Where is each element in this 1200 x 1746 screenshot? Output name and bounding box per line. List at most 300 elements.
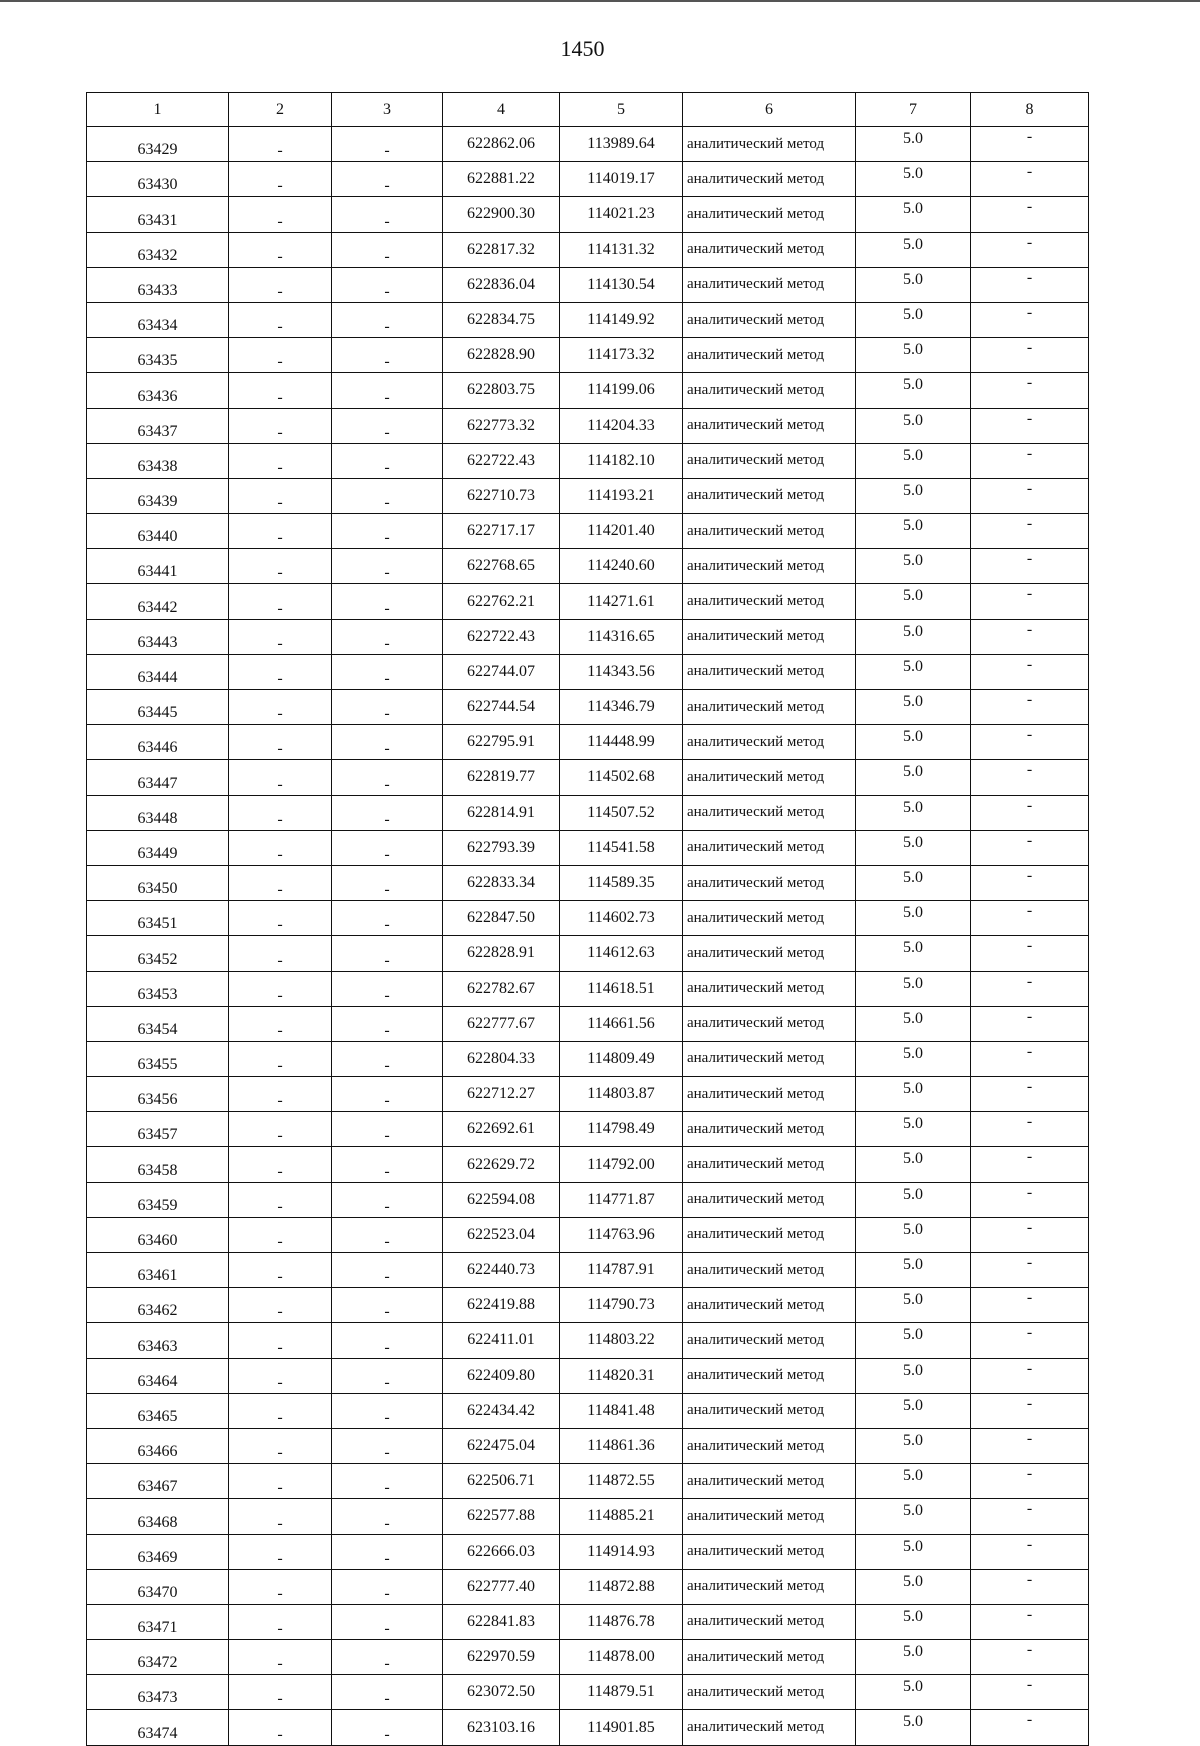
y-coordinate-cell: 114021.23 [560,197,683,232]
col8-cell: - [971,584,1089,619]
col2-cell: - [229,1041,332,1076]
y-coordinate-cell: 114803.22 [560,1323,683,1358]
table-row [87,549,1089,584]
point-number-cell: 63453 [87,971,229,1006]
table-row [87,514,1089,549]
table-row [87,619,1089,654]
table-row [87,408,1089,443]
x-coordinate-cell: 622828.91 [443,936,560,971]
col2-cell: - [229,619,332,654]
y-coordinate-cell: 114803.87 [560,1077,683,1112]
x-coordinate-cell: 622712.27 [443,1077,560,1112]
table-row [87,760,1089,795]
accuracy-cell: 5.0 [856,1077,971,1112]
col2-cell: - [229,1534,332,1569]
accuracy-cell: 5.0 [856,1253,971,1288]
col8-cell: - [971,1675,1089,1710]
col3-cell: - [332,514,443,549]
col2-cell: - [229,1323,332,1358]
col2-cell: - [229,760,332,795]
col3-cell: - [332,1217,443,1252]
col3-cell: - [332,795,443,830]
y-coordinate-cell: 114841.48 [560,1393,683,1428]
point-number-cell: 63438 [87,443,229,478]
table-row [87,267,1089,302]
x-coordinate-cell: 622841.83 [443,1604,560,1639]
col3-cell: - [332,1358,443,1393]
point-number-cell: 63435 [87,338,229,373]
col8-cell: - [971,478,1089,513]
accuracy-cell: 5.0 [856,373,971,408]
col3-cell: - [332,127,443,162]
table-row [87,197,1089,232]
point-number-cell: 63441 [87,549,229,584]
col2-cell: - [229,302,332,337]
column-header: 6 [683,93,856,127]
column-header: 4 [443,93,560,127]
point-number-cell: 63431 [87,197,229,232]
x-coordinate-cell: 622475.04 [443,1428,560,1463]
table-row [87,584,1089,619]
col8-cell: - [971,901,1089,936]
x-coordinate-cell: 622629.72 [443,1147,560,1182]
col2-cell: - [229,162,332,197]
col8-cell: - [971,1640,1089,1675]
y-coordinate-cell: 114240.60 [560,549,683,584]
col3-cell: - [332,830,443,865]
col3-cell: - [332,1182,443,1217]
column-header: 2 [229,93,332,127]
point-number-cell: 63456 [87,1077,229,1112]
col3-cell: - [332,865,443,900]
method-cell: аналитический метод [683,1077,856,1112]
col8-cell: - [971,1323,1089,1358]
table-row [87,443,1089,478]
y-coordinate-cell: 114589.35 [560,865,683,900]
accuracy-cell: 5.0 [856,443,971,478]
point-number-cell: 63458 [87,1147,229,1182]
method-cell: аналитический метод [683,302,856,337]
accuracy-cell: 5.0 [856,584,971,619]
point-number-cell: 63439 [87,478,229,513]
col3-cell: - [332,1253,443,1288]
table-row [87,1464,1089,1499]
method-cell: аналитический метод [683,373,856,408]
method-cell: аналитический метод [683,1604,856,1639]
point-number-cell: 63445 [87,690,229,725]
col3-cell: - [332,760,443,795]
accuracy-cell: 5.0 [856,1604,971,1639]
method-cell: аналитический метод [683,1112,856,1147]
col2-cell: - [229,690,332,725]
point-number-cell: 63437 [87,408,229,443]
method-cell: аналитический метод [683,408,856,443]
col2-cell: - [229,1112,332,1147]
method-cell: аналитический метод [683,1428,856,1463]
col3-cell: - [332,1569,443,1604]
accuracy-cell: 5.0 [856,1147,971,1182]
method-cell: аналитический метод [683,795,856,830]
x-coordinate-cell: 622782.67 [443,971,560,1006]
y-coordinate-cell: 114876.78 [560,1604,683,1639]
y-coordinate-cell: 114448.99 [560,725,683,760]
x-coordinate-cell: 622833.34 [443,865,560,900]
point-number-cell: 63452 [87,936,229,971]
table-row [87,971,1089,1006]
accuracy-cell: 5.0 [856,795,971,830]
col8-cell: - [971,1393,1089,1428]
col8-cell: - [971,1041,1089,1076]
accuracy-cell: 5.0 [856,1041,971,1076]
x-coordinate-cell: 622744.54 [443,690,560,725]
col2-cell: - [229,1569,332,1604]
point-number-cell: 63469 [87,1534,229,1569]
method-cell: аналитический метод [683,1569,856,1604]
col8-cell: - [971,408,1089,443]
col8-cell: - [971,690,1089,725]
col8-cell: - [971,971,1089,1006]
point-number-cell: 63446 [87,725,229,760]
accuracy-cell: 5.0 [856,830,971,865]
y-coordinate-cell: 114343.56 [560,654,683,689]
y-coordinate-cell: 114661.56 [560,1006,683,1041]
y-coordinate-cell: 114914.93 [560,1534,683,1569]
x-coordinate-cell: 622828.90 [443,338,560,373]
table-row [87,1358,1089,1393]
table-row [87,1710,1089,1745]
y-coordinate-cell: 113989.64 [560,127,683,162]
column-header: 7 [856,93,971,127]
col2-cell: - [229,1288,332,1323]
table-row [87,1393,1089,1428]
col3-cell: - [332,1534,443,1569]
col2-cell: - [229,830,332,865]
table-row [87,373,1089,408]
y-coordinate-cell: 114182.10 [560,443,683,478]
table-row [87,232,1089,267]
x-coordinate-cell: 622710.73 [443,478,560,513]
point-number-cell: 63462 [87,1288,229,1323]
col8-cell: - [971,197,1089,232]
y-coordinate-cell: 114130.54 [560,267,683,302]
col3-cell: - [332,232,443,267]
accuracy-cell: 5.0 [856,514,971,549]
col3-cell: - [332,1499,443,1534]
col3-cell: - [332,619,443,654]
y-coordinate-cell: 114019.17 [560,162,683,197]
column-header: 5 [560,93,683,127]
x-coordinate-cell: 622804.33 [443,1041,560,1076]
x-coordinate-cell: 622847.50 [443,901,560,936]
y-coordinate-cell: 114149.92 [560,302,683,337]
table-row [87,1217,1089,1252]
x-coordinate-cell: 622409.80 [443,1358,560,1393]
y-coordinate-cell: 114193.21 [560,478,683,513]
x-coordinate-cell: 622836.04 [443,267,560,302]
method-cell: аналитический метод [683,690,856,725]
point-number-cell: 63442 [87,584,229,619]
col8-cell: - [971,619,1089,654]
col3-cell: - [332,443,443,478]
table-row [87,1112,1089,1147]
col2-cell: - [229,1253,332,1288]
x-coordinate-cell: 622817.32 [443,232,560,267]
col2-cell: - [229,1182,332,1217]
y-coordinate-cell: 114502.68 [560,760,683,795]
table-row [87,1569,1089,1604]
method-cell: аналитический метод [683,1182,856,1217]
table-row [87,901,1089,936]
col8-cell: - [971,1077,1089,1112]
col3-cell: - [332,654,443,689]
point-number-cell: 63432 [87,232,229,267]
col8-cell: - [971,1253,1089,1288]
accuracy-cell: 5.0 [856,1569,971,1604]
x-coordinate-cell: 623103.16 [443,1710,560,1745]
point-number-cell: 63449 [87,830,229,865]
table-row [87,338,1089,373]
col8-cell: - [971,127,1089,162]
col8-cell: - [971,795,1089,830]
method-cell: аналитический метод [683,1358,856,1393]
col2-cell: - [229,267,332,302]
col2-cell: - [229,1077,332,1112]
x-coordinate-cell: 622819.77 [443,760,560,795]
y-coordinate-cell: 114798.49 [560,1112,683,1147]
col8-cell: - [971,1358,1089,1393]
col2-cell: - [229,865,332,900]
accuracy-cell: 5.0 [856,408,971,443]
method-cell: аналитический метод [683,1006,856,1041]
method-cell: аналитический метод [683,443,856,478]
accuracy-cell: 5.0 [856,1006,971,1041]
table-row [87,865,1089,900]
x-coordinate-cell: 622411.01 [443,1323,560,1358]
table-row [87,1428,1089,1463]
accuracy-cell: 5.0 [856,1288,971,1323]
accuracy-cell: 5.0 [856,725,971,760]
accuracy-cell: 5.0 [856,232,971,267]
y-coordinate-cell: 114541.58 [560,830,683,865]
accuracy-cell: 5.0 [856,971,971,1006]
table-row [87,1534,1089,1569]
table-row [87,1041,1089,1076]
col3-cell: - [332,901,443,936]
point-number-cell: 63468 [87,1499,229,1534]
col8-cell: - [971,1499,1089,1534]
x-coordinate-cell: 622762.21 [443,584,560,619]
method-cell: аналитический метод [683,1710,856,1745]
accuracy-cell: 5.0 [856,1323,971,1358]
col2-cell: - [229,1675,332,1710]
y-coordinate-cell: 114787.91 [560,1253,683,1288]
accuracy-cell: 5.0 [856,1499,971,1534]
x-coordinate-cell: 622594.08 [443,1182,560,1217]
col3-cell: - [332,1464,443,1499]
accuracy-cell: 5.0 [856,478,971,513]
col8-cell: - [971,725,1089,760]
col8-cell: - [971,1534,1089,1569]
accuracy-cell: 5.0 [856,338,971,373]
accuracy-cell: 5.0 [856,1428,971,1463]
col3-cell: - [332,1393,443,1428]
col3-cell: - [332,1006,443,1041]
y-coordinate-cell: 114771.87 [560,1182,683,1217]
x-coordinate-cell: 622440.73 [443,1253,560,1288]
accuracy-cell: 5.0 [856,549,971,584]
point-number-cell: 63473 [87,1675,229,1710]
col3-cell: - [332,971,443,1006]
x-coordinate-cell: 622862.06 [443,127,560,162]
col3-cell: - [332,1675,443,1710]
accuracy-cell: 5.0 [856,690,971,725]
x-coordinate-cell: 622434.42 [443,1393,560,1428]
method-cell: аналитический метод [683,1499,856,1534]
accuracy-cell: 5.0 [856,162,971,197]
method-cell: аналитический метод [683,760,856,795]
point-number-cell: 63455 [87,1041,229,1076]
y-coordinate-cell: 114901.85 [560,1710,683,1745]
point-number-cell: 63448 [87,795,229,830]
accuracy-cell: 5.0 [856,901,971,936]
x-coordinate-cell: 622795.91 [443,725,560,760]
y-coordinate-cell: 114173.32 [560,338,683,373]
col2-cell: - [229,338,332,373]
col2-cell: - [229,654,332,689]
method-cell: аналитический метод [683,1217,856,1252]
col8-cell: - [971,1428,1089,1463]
col3-cell: - [332,1147,443,1182]
col3-cell: - [332,1640,443,1675]
col2-cell: - [229,1358,332,1393]
col2-cell: - [229,1464,332,1499]
col3-cell: - [332,1041,443,1076]
x-coordinate-cell: 622768.65 [443,549,560,584]
point-number-cell: 63466 [87,1428,229,1463]
table-row [87,1182,1089,1217]
x-coordinate-cell: 622506.71 [443,1464,560,1499]
y-coordinate-cell: 114271.61 [560,584,683,619]
y-coordinate-cell: 114763.96 [560,1217,683,1252]
method-cell: аналитический метод [683,478,856,513]
col2-cell: - [229,1710,332,1745]
point-number-cell: 63430 [87,162,229,197]
col8-cell: - [971,373,1089,408]
method-cell: аналитический метод [683,338,856,373]
x-coordinate-cell: 622523.04 [443,1217,560,1252]
col8-cell: - [971,338,1089,373]
col2-cell: - [229,127,332,162]
x-coordinate-cell: 622803.75 [443,373,560,408]
col2-cell: - [229,549,332,584]
table-row [87,1288,1089,1323]
accuracy-cell: 5.0 [856,1182,971,1217]
col3-cell: - [332,197,443,232]
x-coordinate-cell: 622773.32 [443,408,560,443]
y-coordinate-cell: 114792.00 [560,1147,683,1182]
x-coordinate-cell: 622970.59 [443,1640,560,1675]
accuracy-cell: 5.0 [856,127,971,162]
method-cell: аналитический метод [683,514,856,549]
y-coordinate-cell: 114861.36 [560,1428,683,1463]
col3-cell: - [332,1288,443,1323]
x-coordinate-cell: 622814.91 [443,795,560,830]
x-coordinate-cell: 622692.61 [443,1112,560,1147]
method-cell: аналитический метод [683,1675,856,1710]
col8-cell: - [971,1147,1089,1182]
table-row [87,795,1089,830]
table-row [87,302,1089,337]
col3-cell: - [332,302,443,337]
point-number-cell: 63444 [87,654,229,689]
col2-cell: - [229,1499,332,1534]
y-coordinate-cell: 114316.65 [560,619,683,654]
method-cell: аналитический метод [683,971,856,1006]
table-row [87,1006,1089,1041]
table-row [87,1323,1089,1358]
col2-cell: - [229,971,332,1006]
col3-cell: - [332,936,443,971]
col8-cell: - [971,1217,1089,1252]
col8-cell: - [971,232,1089,267]
accuracy-cell: 5.0 [856,1464,971,1499]
point-number-cell: 63450 [87,865,229,900]
col2-cell: - [229,197,332,232]
x-coordinate-cell: 622717.17 [443,514,560,549]
accuracy-cell: 5.0 [856,197,971,232]
col3-cell: - [332,267,443,302]
table-row [87,690,1089,725]
col2-cell: - [229,232,332,267]
col8-cell: - [971,865,1089,900]
table-row [87,654,1089,689]
col2-cell: - [229,936,332,971]
col8-cell: - [971,1182,1089,1217]
point-number-cell: 63459 [87,1182,229,1217]
col8-cell: - [971,1710,1089,1745]
accuracy-cell: 5.0 [856,302,971,337]
method-cell: аналитический метод [683,936,856,971]
col2-cell: - [229,514,332,549]
col2-cell: - [229,408,332,443]
accuracy-cell: 5.0 [856,760,971,795]
col8-cell: - [971,162,1089,197]
col3-cell: - [332,1710,443,1745]
table-row [87,725,1089,760]
coordinates-table [86,92,1089,1746]
table-row [87,936,1089,971]
y-coordinate-cell: 114618.51 [560,971,683,1006]
method-cell: аналитический метод [683,619,856,654]
y-coordinate-cell: 114790.73 [560,1288,683,1323]
method-cell: аналитический метод [683,1640,856,1675]
col3-cell: - [332,1604,443,1639]
method-cell: аналитический метод [683,162,856,197]
point-number-cell: 63463 [87,1323,229,1358]
accuracy-cell: 5.0 [856,1217,971,1252]
point-number-cell: 63467 [87,1464,229,1499]
table-row [87,1604,1089,1639]
table-row [87,1253,1089,1288]
column-header: 1 [87,93,229,127]
table-row [87,162,1089,197]
col8-cell: - [971,760,1089,795]
col2-cell: - [229,1393,332,1428]
col2-cell: - [229,1006,332,1041]
col2-cell: - [229,901,332,936]
method-cell: аналитический метод [683,1288,856,1323]
col8-cell: - [971,1604,1089,1639]
